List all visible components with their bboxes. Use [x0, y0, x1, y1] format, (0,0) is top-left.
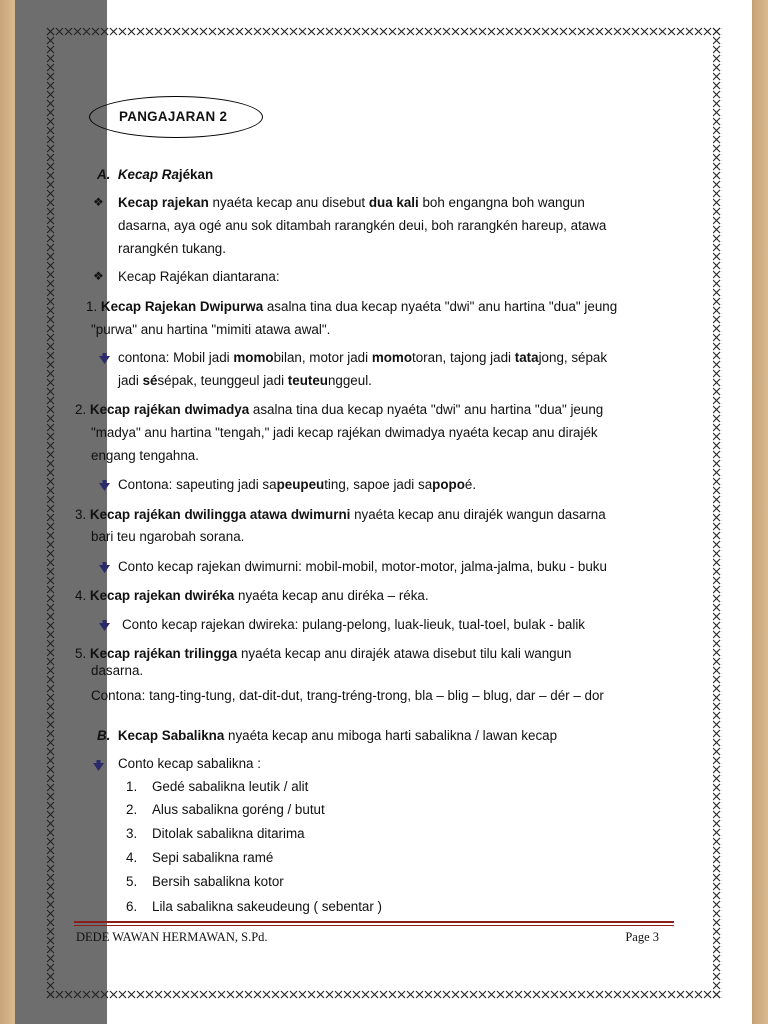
definition-line: dasarna, aya ogé anu sok ditambah rarangkén deui, boh rarangkén hareup, atawa — [118, 218, 607, 233]
opposite-list-number: 6. — [126, 899, 138, 914]
text-span: nyaéta kecap anu dirajék atawa disebut tilu kali wangun — [237, 646, 572, 661]
bold-term: sé — [142, 373, 158, 388]
example-line — [118, 476, 476, 494]
list-item — [75, 587, 429, 605]
text-span: ting, sapoe jadi sa — [324, 477, 433, 492]
example-line: Conto kecap rajekan dwimurni: mobil-mobil, motor-motor, jalma-jalma, buku - buku — [118, 559, 607, 574]
opposite-list-item: Sepi sabalikna ramé — [152, 850, 274, 865]
section-a-title-part: an — [197, 167, 214, 182]
opposite-list-item: Lila sabalikna sakeudeung ( sebentar ) — [152, 899, 383, 914]
list-item — [75, 506, 606, 524]
opposite-list-number: 4. — [126, 850, 138, 865]
example-line — [118, 372, 372, 390]
bold-term: teuteu — [287, 373, 328, 388]
text-span: nyaéta kecap anu dirajék wangun dasarna — [350, 507, 606, 522]
opposite-list-item: Bersih sabalikna kotor — [152, 874, 284, 889]
section-a-title-part: jék — [178, 167, 198, 182]
example-line — [118, 349, 607, 367]
bold-term: Kecap rajekan dwiréka — [89, 588, 235, 603]
bold-term: Kecap rajékan dwimadya — [89, 402, 250, 417]
list-item — [75, 401, 603, 419]
item-number: 1. — [86, 299, 98, 314]
bold-term: Kecap rajékan trilingga — [89, 646, 238, 661]
list-item — [86, 298, 617, 316]
bold-term: Kecap rajékan dwilingga atawa dwimurni — [89, 507, 351, 522]
text-span: bilan, motor jadi — [273, 350, 372, 365]
footer-page-number: Page 3 — [625, 930, 659, 944]
list-item — [75, 645, 572, 663]
bold-term: Kecap Sabalikna — [117, 728, 225, 743]
bold-term: popo — [432, 477, 465, 492]
section-letter: A. — [97, 167, 111, 182]
item-number: 4. — [75, 588, 87, 603]
diamond-bullet-icon: ❖ — [93, 195, 104, 209]
arrow-bullet-icon — [92, 759, 105, 772]
section-a-title-part: Kecap Ra — [117, 167, 179, 182]
opposite-list-number: 5. — [126, 874, 138, 889]
section-a-title — [97, 166, 213, 184]
text-span: nyaéta kecap anu miboga harti sabalikna / lawan kecap — [224, 728, 558, 743]
list-intro: Kecap Rajékan diantarana: — [118, 269, 280, 284]
bold-term: tata — [514, 350, 539, 365]
text-span: nggeul. — [327, 373, 372, 388]
example-line: Conto kecap rajekan dwireka: pulang-pelong, luak-lieuk, tual-toel, bulak - balik — [122, 617, 585, 632]
bold-term: dua kali — [368, 195, 419, 210]
bold-term: Kecap rajekan — [118, 195, 209, 210]
text-span: contona: Mobil jadi — [118, 350, 234, 365]
bold-term: momo — [233, 350, 274, 365]
list-item-line: dasarna. — [91, 663, 144, 678]
text-span: jong, sépak — [538, 350, 608, 365]
item-number: 5. — [75, 646, 87, 661]
opposite-list-number: 3. — [126, 826, 138, 841]
footer-author: DEDE WAWAN HERMAWAN, S.Pd. — [76, 930, 268, 944]
item-number: 3. — [75, 507, 87, 522]
list-item-line: Contona: tang-ting-tung, dat-dit-dut, trang-tréng-trong, bla – blig – blug, dar – dér – dor — [91, 688, 604, 703]
text-span: asalna tina dua kecap nyaéta "dwi" anu hartina "dua" jeung — [263, 299, 618, 314]
bold-term: momo — [371, 350, 413, 365]
list-intro: Conto kecap sabalikna : — [118, 756, 261, 771]
opposite-list-item: Alus sabalikna goréng / butut — [152, 802, 325, 817]
opposite-list-number: 1. — [126, 779, 138, 794]
opposite-list-item: Ditolak sabalikna ditarima — [152, 826, 305, 841]
opposite-list-item: Gedé sabalikna leutik / alit — [152, 779, 309, 794]
text-span: boh engangna boh wangun — [418, 195, 585, 210]
text-span: nyaéta kecap anu diréka – réka. — [234, 588, 429, 603]
lesson-heading: PANGAJARAN 2 — [119, 109, 228, 124]
arrow-bullet-icon — [98, 619, 111, 632]
list-item-line: "madya" anu hartina "tengah," jadi kecap rajékan dwimadya nyaéta kecap anu dirajék — [91, 425, 598, 440]
text-span: Contona: sapeuting jadi sa — [118, 477, 277, 492]
section-letter: B. — [97, 728, 111, 743]
diamond-bullet-icon: ❖ — [93, 269, 104, 283]
arrow-bullet-icon — [98, 352, 111, 365]
text-span: é. — [464, 477, 477, 492]
footer-rule — [74, 925, 674, 926]
bold-term: Kecap Rajekan Dwipurwa — [100, 299, 264, 314]
arrow-bullet-icon — [98, 561, 111, 574]
definition-line — [118, 194, 585, 212]
arrow-bullet-icon — [98, 479, 111, 492]
bold-term: peupeu — [276, 477, 325, 492]
text-span: nyaéta kecap anu disebut — [208, 195, 369, 210]
footer-rule — [74, 921, 674, 923]
text-span: toran, tajong jadi — [412, 350, 515, 365]
text-span: sépak, teunggeul jadi — [157, 373, 288, 388]
section-b-title — [97, 727, 557, 745]
text-span: asalna tina dua kecap nyaéta "dwi" anu hartina "dua" jeung — [249, 402, 604, 417]
definition-line: rarangkén tukang. — [118, 241, 226, 256]
text-span: jadi — [118, 373, 143, 388]
item-number: 2. — [75, 402, 87, 417]
list-item-line: bari teu ngarobah sorana. — [91, 529, 245, 544]
opposite-list-number: 2. — [126, 802, 138, 817]
list-item-line: "purwa" anu hartina "mimiti atawa awal". — [91, 322, 331, 337]
list-item-line: engang tengahna. — [91, 448, 199, 463]
